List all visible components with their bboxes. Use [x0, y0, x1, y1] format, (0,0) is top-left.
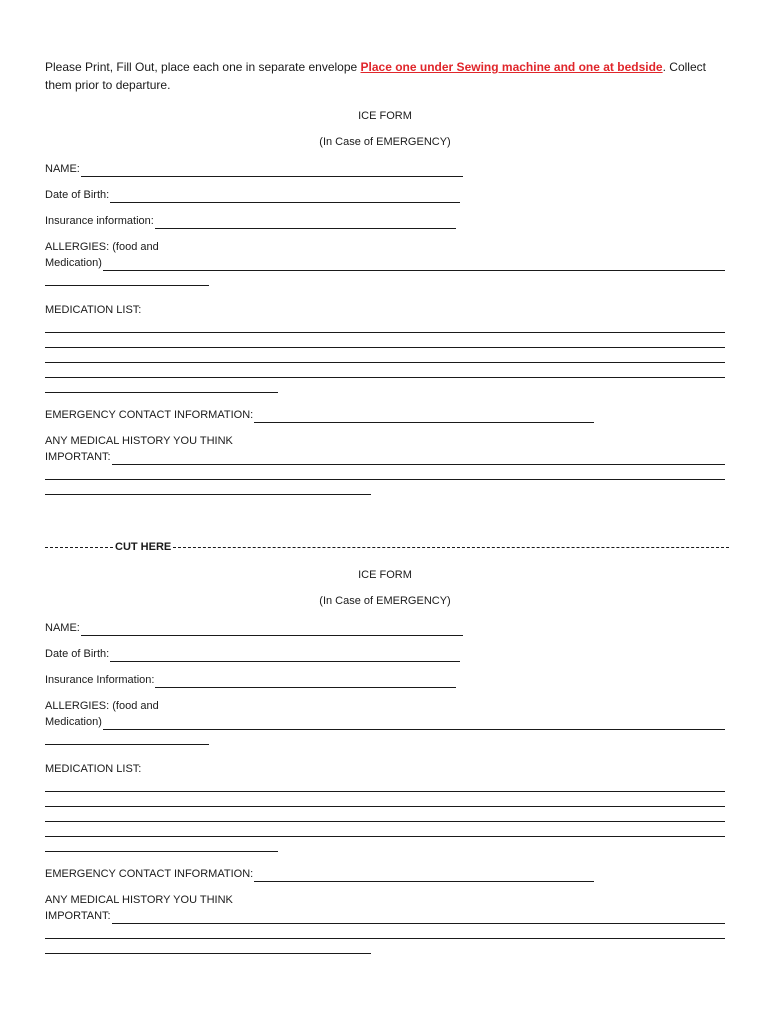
emergency-contact-field[interactable]	[45, 866, 725, 882]
history-line[interactable]	[45, 939, 371, 954]
intro-highlight: Place one under Sewing machine and one at bedside	[360, 60, 663, 74]
medication-field[interactable]	[45, 761, 725, 852]
insurance-label: Insurance information:	[45, 215, 154, 227]
document-page	[45, 46, 725, 964]
medication-line[interactable]	[45, 822, 725, 837]
form-title: ICE FORM	[358, 569, 412, 581]
dob-field[interactable]	[45, 187, 725, 203]
name-blank[interactable]	[81, 165, 463, 177]
name-field[interactable]	[45, 620, 725, 636]
form-subtitle: (In Case of EMERGENCY)	[319, 595, 451, 607]
cut-line	[45, 539, 725, 555]
name-label: NAME:	[45, 622, 80, 634]
medication-label: MEDICATION LIST:	[45, 763, 142, 775]
dob-label: Date of Birth:	[45, 189, 110, 201]
history-line[interactable]	[45, 480, 371, 495]
name-blank[interactable]	[81, 624, 463, 636]
emergency-contact-blank[interactable]	[254, 870, 594, 882]
insurance-field[interactable]	[45, 213, 725, 229]
history-label-cont: IMPORTANT:	[45, 451, 111, 463]
allergies-blank[interactable]	[103, 259, 725, 271]
medication-line[interactable]	[45, 378, 278, 393]
history-blank[interactable]	[112, 453, 725, 465]
history-label: ANY MEDICAL HISTORY YOU THINK	[45, 435, 233, 447]
allergies-label-cont: Medication)	[45, 257, 102, 269]
insurance-field[interactable]	[45, 672, 725, 688]
medication-label: MEDICATION LIST:	[45, 304, 142, 316]
allergies-label-cont: Medication)	[45, 716, 102, 728]
medication-line[interactable]	[45, 837, 278, 852]
medical-history-field[interactable]	[45, 433, 725, 495]
form-title: ICE FORM	[358, 110, 412, 122]
medication-line[interactable]	[45, 792, 725, 807]
medication-line[interactable]	[45, 363, 725, 378]
medication-line[interactable]	[45, 348, 725, 363]
allergies-blank-2[interactable]	[45, 271, 209, 286]
medication-line[interactable]	[45, 333, 725, 348]
allergies-field[interactable]	[45, 698, 725, 745]
allergies-label: ALLERGIES: (food and	[45, 700, 159, 712]
history-blank[interactable]	[112, 912, 725, 924]
history-label-cont: IMPORTANT:	[45, 910, 111, 922]
name-label: NAME:	[45, 163, 80, 175]
intro-text-after: . Collect them prior to departure.	[45, 60, 706, 92]
intro-instructions	[45, 58, 725, 94]
allergies-blank[interactable]	[103, 718, 725, 730]
history-line[interactable]	[45, 924, 725, 939]
cut-dash-right	[173, 541, 729, 548]
medication-field[interactable]	[45, 302, 725, 393]
dob-field[interactable]	[45, 646, 725, 662]
emergency-contact-label: EMERGENCY CONTACT INFORMATION:	[45, 868, 254, 880]
insurance-blank[interactable]	[155, 217, 456, 229]
dob-blank[interactable]	[110, 191, 460, 203]
form-subtitle: (In Case of EMERGENCY)	[319, 136, 451, 148]
allergies-field[interactable]	[45, 239, 725, 286]
emergency-contact-blank[interactable]	[254, 411, 594, 423]
medication-line[interactable]	[45, 777, 725, 792]
medication-line[interactable]	[45, 318, 725, 333]
emergency-contact-label: EMERGENCY CONTACT INFORMATION:	[45, 409, 254, 421]
allergies-label: ALLERGIES: (food and	[45, 241, 159, 253]
ice-form-1	[45, 108, 725, 495]
insurance-label: Insurance Information:	[45, 674, 155, 686]
dob-label: Date of Birth:	[45, 648, 110, 660]
cut-here-label: CUT HERE	[115, 541, 172, 553]
insurance-blank[interactable]	[155, 676, 456, 688]
history-label: ANY MEDICAL HISTORY YOU THINK	[45, 894, 233, 906]
medication-line[interactable]	[45, 807, 725, 822]
dob-blank[interactable]	[110, 650, 460, 662]
emergency-contact-field[interactable]	[45, 407, 725, 423]
medical-history-field[interactable]	[45, 892, 725, 954]
intro-text-before: Please Print, Fill Out, place each one in separate envelope	[45, 60, 361, 74]
ice-form-2	[45, 567, 725, 954]
name-field[interactable]	[45, 161, 725, 177]
allergies-blank-2[interactable]	[45, 730, 209, 745]
cut-dash-left	[45, 541, 113, 548]
history-line[interactable]	[45, 465, 725, 480]
